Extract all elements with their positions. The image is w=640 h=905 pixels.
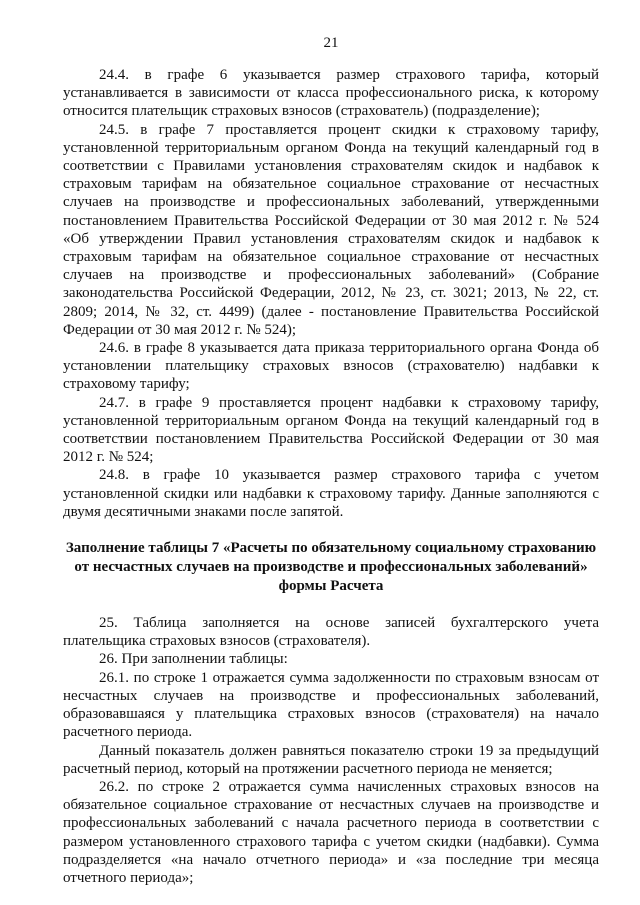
paragraph-24-5: 24.5. в графе 7 проставляется процент скидки к страховому тарифу, установленной территориальным органом Фонда на текущий календарный год в соответствии с Правилами установления страхователям скидок и надбавок к страховым тарифам на обязательное социальное страхование от несчастных случаев на производстве и профессиональных заболеваний, утвержденными постановлением Правительства Российской Федерации от 30 мая 2012 г. № 524 «Об утверждении Правил установления страхователям скидок и надбавок к страховым тарифам на обязательное социальное страхование от несчастных случаев на производстве и профессиональных заболеваний» (Собрание законодательства Российской Федерации, 2012, № 23, ст. 3021; 2013, № 22, ст. 2809; 2014, № 32, ст. 4499) (далее - постановление Правительства Российской Федерации от 30 мая 2012 г. № 524); (63, 121, 599, 338)
paragraph-24-8: 24.8. в графе 10 указывается размер страхового тарифа с учетом установленной скидки или надбавки к страховому тарифу. Данные заполняются с двумя десятичными знаками после запятой. (63, 467, 599, 520)
paragraph-24-6: 24.6. в графе 8 указывается дата приказа территориального органа Фонда об установлении плательщику страховых взносов (страхователю) надбавки к страховому тарифу; (63, 340, 599, 393)
section-title: Заполнение таблицы 7 «Расчеты по обязательному социальному страхованию от несчастных случаев на производстве и профессиональных заболеваний» формы Расчета (65, 540, 597, 595)
paragraph-26: 26. При заполнении таблицы: (99, 651, 288, 668)
paragraph-24-7: 24.7. в графе 9 проставляется процент надбавки к страховому тарифу, установленной территориальным органом Фонда на текущий календарный год в соответствии постановлением Правительства Российской Федерации от 30 мая 2012 г. № 524; (63, 394, 599, 466)
paragraph-26-1: 26.1. по строке 1 отражается сумма задолженности по страховым взносам от несчастных случаев на производстве и профессиональных заболеваний, образовавшаяся у плательщика страховых взносов (страхователя) на начало расчетного периода. (63, 669, 599, 741)
paragraph-25: 25. Таблица заполняется на основе записей бухгалтерского учета плательщика страховых взносов (страхователя). (63, 615, 599, 650)
page-number: 21 (323, 35, 339, 51)
paragraph-26-2: 26.2. по строке 2 отражается сумма начисленных страховых взносов на обязательное социальное страхование от несчастных случаев на производстве и профессиональных заболеваний с начала расчетного периода в соответствии с размером установленного страхового тарифа с учетом скидки (надбавки). Сумма подразделяется «на начало отчетного периода» и «за последние три месяца отчетного периода»; (63, 778, 599, 886)
paragraph-24-4: 24.4. в графе 6 указывается размер страхового тарифа, который устанавливается в зависимости от класса профессионального риска, к которому относится плательщик страховых взносов (страхователь) (подразделение); (63, 67, 599, 120)
paragraph-26-1-note: Данный показатель должен равняться показателю строки 19 за предыдущий расчетный период, который на протяжении расчетного периода не меняется; (63, 742, 599, 777)
